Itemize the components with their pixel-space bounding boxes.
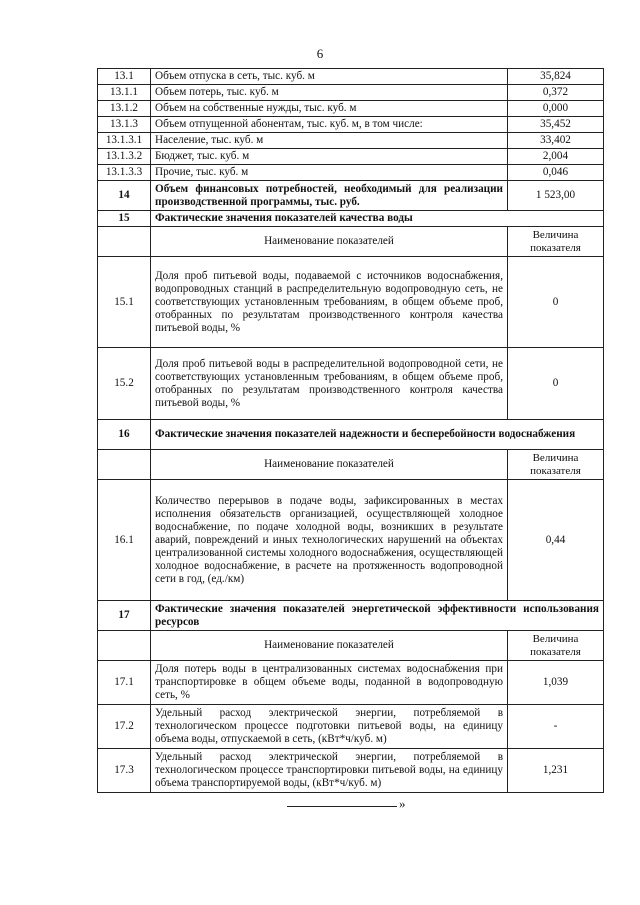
row-label: Объем отпуска в сеть, тыс. куб. м <box>151 69 508 85</box>
section-header-row <box>98 420 604 450</box>
section-title: Фактические значения показателей качества воды <box>151 211 604 227</box>
column-header-value: Величина показателя <box>508 450 604 480</box>
column-header-row <box>98 450 604 480</box>
row-number: 16.1 <box>98 480 151 601</box>
closing-quote: » <box>399 796 406 811</box>
row-label: Удельный расход электрической энергии, потребляемой в технологическом процессе транспортировки питьевой воды, на единицу объема транспортируемой воды, (кВт*ч/куб. м) <box>151 749 508 793</box>
row-number: 13.1.2 <box>98 101 151 117</box>
table-row <box>98 133 604 149</box>
row-label: Доля потерь воды в централизованных системах водоснабжения при транспортировке в общем объеме воды, поданной в водопроводную сеть, % <box>151 661 508 705</box>
column-header-value: Величина показателя <box>508 227 604 257</box>
table-row <box>98 480 604 601</box>
row-number: 13.1.3 <box>98 117 151 133</box>
row-value: 1,231 <box>508 749 604 793</box>
row-number: 17.2 <box>98 705 151 749</box>
row-label: Удельный расход электрической энергии, потребляемой в технологическом процессе подготовки питьевой воды, на единицу объема воды, отпускаемой в сеть, (кВт*ч/куб. м) <box>151 705 508 749</box>
table-row <box>98 117 604 133</box>
row-value: 0 <box>508 348 604 420</box>
column-header-name: Наименование показателей <box>151 631 508 661</box>
section-header-row <box>98 601 604 631</box>
table-row <box>98 348 604 420</box>
table-row <box>98 101 604 117</box>
row-number: 13.1.3.1 <box>98 133 151 149</box>
row-number: 15.1 <box>98 257 151 348</box>
row-label: Объем финансовых потребностей, необходимый для реализации производственной программы, тыс. руб. <box>151 181 508 211</box>
column-header-row <box>98 631 604 661</box>
table-row <box>98 181 604 211</box>
section-number: 16 <box>98 420 151 450</box>
row-label: Объем на собственные нужды, тыс. куб. м <box>151 101 508 117</box>
row-value: 0,000 <box>508 101 604 117</box>
row-value: 35,452 <box>508 117 604 133</box>
row-number: 13.1.3.3 <box>98 165 151 181</box>
table-row <box>98 705 604 749</box>
closing-underline <box>287 806 397 807</box>
table-row <box>98 69 604 85</box>
row-label: Доля проб питьевой воды в распределительной водопроводной сети, не соответствующих установленным требованиям, в общем объеме проб, отобранных по результатам производственного контроля качества питьевой воды, % <box>151 348 508 420</box>
row-number: 13.1.1 <box>98 85 151 101</box>
section-title: Фактические значения показателей надежности и бесперебойности водоснабжения <box>151 420 604 450</box>
row-value: - <box>508 705 604 749</box>
row-value: 1 523,00 <box>508 181 604 211</box>
page-number: 6 <box>316 46 324 61</box>
row-number: 13.1 <box>98 69 151 85</box>
row-number: 15.2 <box>98 348 151 420</box>
table-row <box>98 749 604 793</box>
row-value: 1,039 <box>508 661 604 705</box>
row-value: 2,004 <box>508 149 604 165</box>
row-label: Население, тыс. куб. м <box>151 133 508 149</box>
row-number: 17.3 <box>98 749 151 793</box>
row-label: Доля проб питьевой воды, подаваемой с источников водоснабжения, водопроводных станций в распределительную водопроводную сеть, не соответствующих установленным требованиям, в общем объеме проб, отобранных по результатам производственного контроля качества питьевой воды, % <box>151 257 508 348</box>
row-value: 35,824 <box>508 69 604 85</box>
section-number: 17 <box>98 601 151 631</box>
section-header-row <box>98 211 604 227</box>
row-number: 17.1 <box>98 661 151 705</box>
row-value: 0 <box>508 257 604 348</box>
row-value: 0,046 <box>508 165 604 181</box>
row-value: 0,372 <box>508 85 604 101</box>
table-row <box>98 165 604 181</box>
row-label: Объем отпущенной абонентам, тыс. куб. м, в том числе: <box>151 117 508 133</box>
section-title: Фактические значения показателей энергетической эффективности использования ресурсов <box>151 601 604 631</box>
row-number: 13.1.3.2 <box>98 149 151 165</box>
row-value: 0,44 <box>508 480 604 601</box>
table-row <box>98 661 604 705</box>
row-label: Объем потерь, тыс. куб. м <box>151 85 508 101</box>
table-row <box>98 85 604 101</box>
table-row <box>98 257 604 348</box>
column-header-row <box>98 227 604 257</box>
table-row <box>98 149 604 165</box>
column-header-name: Наименование показателей <box>151 450 508 480</box>
indicators-table <box>97 68 604 793</box>
column-header-value: Величина показателя <box>508 631 604 661</box>
row-label: Прочие, тыс. куб. м <box>151 165 508 181</box>
row-label: Бюджет, тыс. куб. м <box>151 149 508 165</box>
row-number: 14 <box>98 181 151 211</box>
row-value: 33,402 <box>508 133 604 149</box>
column-header-name: Наименование показателей <box>151 227 508 257</box>
row-label: Количество перерывов в подаче воды, зафиксированных в местах исполнения обязательств организацией, осуществляющей холодное водоснабжение, по подаче холодной воды, возникших в результате аварий, повреждений и иных технологических нарушений на объектах централизованной системы холодного водоснабжения, осуществляющей холодное водоснабжение, в расчете на протяженность водопроводной сети в год, (ед./км) <box>151 480 508 601</box>
section-number: 15 <box>98 211 151 227</box>
